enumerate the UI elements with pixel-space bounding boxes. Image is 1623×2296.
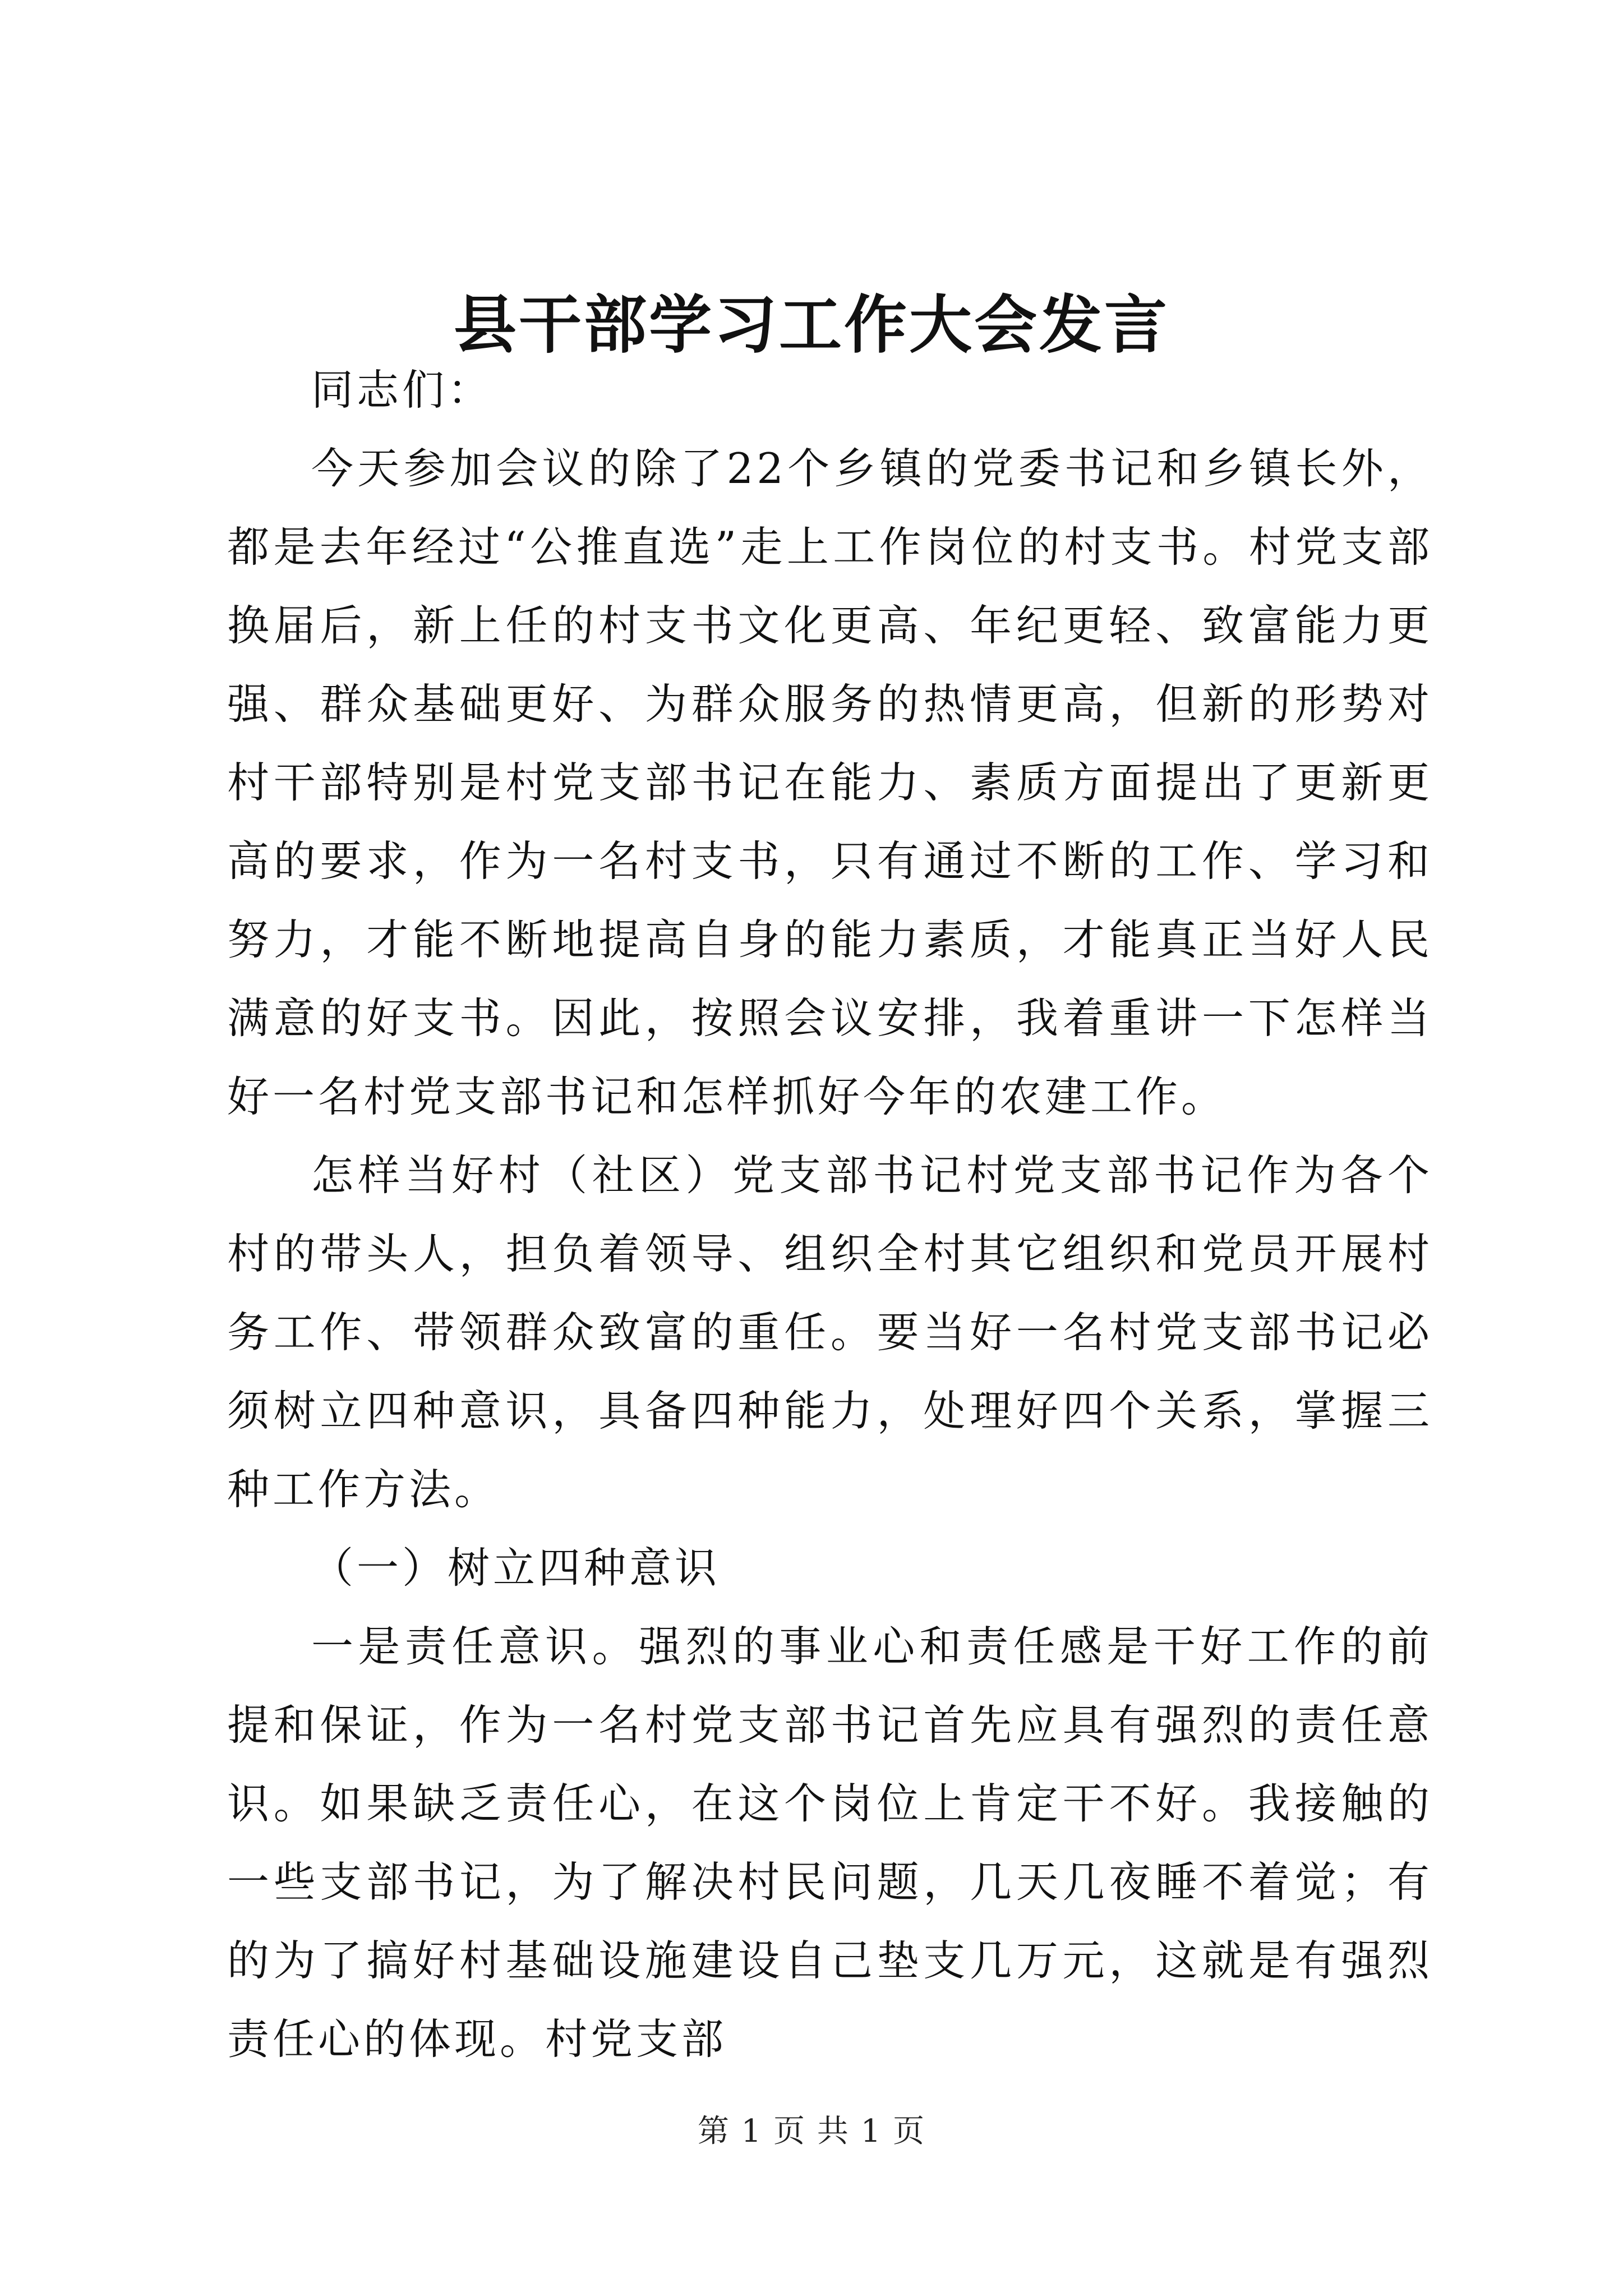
page-number-footer: 第 1 页 共 1 页 [697,2113,926,2150]
paragraph-how-to: 怎样当好村（社区）党支部书记村党支部书记作为各个村的带头人，担负着领导、组织全村其它组织和党员开展村务工作、带领群众致富的重任。要当好一名村党支部书记必须树立四种意识，具备四种能力，处理好四个关系，掌握三种工作方法。 [227,1151,1433,1514]
section-heading: （一）树立四种意识 [311,1543,721,1593]
document-title: 县干部学习工作大会发言 [454,288,1169,362]
paragraph-intro: 今天参加会议的除了22个乡镇的党委书记和乡镇长外，都是去年经过“公推直选”走上工作岗位的村支书。村党支部换届后，新上任的村支书文化更高、年纪更轻、致富能力更强、群众基础更好、为群众服务的热情更高，但新的形势对村干部特别是村党支部书记在能力、素质方面提出了更新更高的要求，作为一名村支书，只有通过不断的工作、学习和努力，才能不断地提高自身的能力素质，才能真正当好人民满意的好支书。因此，按照会议安排，我着重讲一下怎样当好一名村党支部书记和怎样抓好今年的农建工作。 [227,444,1433,1121]
salutation: 同志们： [311,365,494,415]
document-body [227,351,1433,2078]
paragraph-responsibility: 一是责任意识。强烈的事业心和责任感是干好工作的前提和保证，作为一名村党支部书记首先应具有强烈的责任意识。如果缺乏责任心，在这个岗位上肯定干不好。我接触的一些支部书记，为了解决村民问题，几天几夜睡不着觉；有的为了搞好村基础设施建设自己垫支几万元，这就是有强烈责任心的体现。村党支部 [227,1622,1433,2064]
